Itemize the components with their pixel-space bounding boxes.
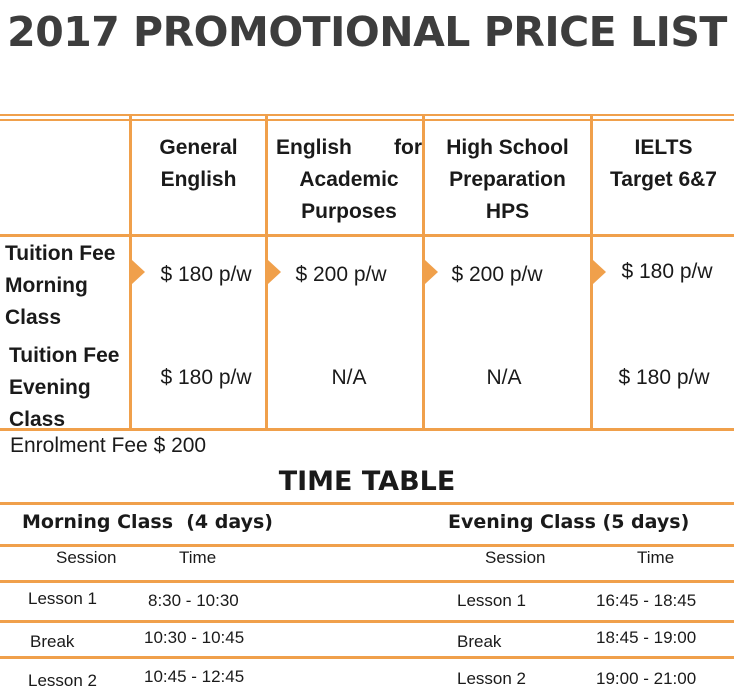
price-cell: $ 200 p/w <box>295 263 387 286</box>
row-label-morning: Tuition Fee Morning Class <box>5 242 116 329</box>
column-header-eap: English for Academic Purposes <box>276 136 422 223</box>
table-header-divider <box>0 234 734 237</box>
morning-session-header: Session <box>56 548 117 567</box>
timetable-title: TIME TABLE <box>278 466 456 497</box>
price-cell: $ 200 p/w <box>451 263 543 286</box>
evening-session: Lesson 2 <box>457 669 526 688</box>
table-top-border <box>0 114 734 116</box>
timetable-divider <box>0 656 734 659</box>
price-cell: N/A <box>331 366 367 389</box>
evening-time-header: Time <box>637 548 675 567</box>
timetable-top-border <box>0 502 734 505</box>
column-header-general-english: General English <box>159 136 238 191</box>
evening-time: 18:45 - 19:00 <box>596 628 697 647</box>
column-header-hps: High School Preparation HPS <box>446 136 569 223</box>
morning-session: Break <box>30 632 75 651</box>
timetable-divider <box>0 620 734 623</box>
row-marker-arrow <box>593 260 606 284</box>
morning-time: 10:45 - 12:45 <box>144 667 245 686</box>
page-title: 2017 PROMOTIONAL PRICE LIST <box>7 8 727 56</box>
morning-time: 10:30 - 10:45 <box>144 628 245 647</box>
evening-time: 19:00 - 21:00 <box>596 669 697 688</box>
evening-time: 16:45 - 18:45 <box>596 591 697 610</box>
evening-class-heading: Evening Class (5 days) <box>448 511 690 533</box>
price-cell: $ 180 p/w <box>618 366 710 389</box>
price-cell: $ 180 p/w <box>160 263 252 286</box>
evening-session: Lesson 1 <box>457 591 526 610</box>
morning-time-header: Time <box>179 548 217 567</box>
table-top-border-inner <box>0 119 734 121</box>
morning-time: 8:30 - 10:30 <box>148 591 239 610</box>
morning-session: Lesson 1 <box>28 589 97 608</box>
column-header-ielts: IELTS Target 6&7 <box>610 136 717 191</box>
row-marker-arrow <box>132 260 145 284</box>
timetable-divider <box>0 544 734 547</box>
evening-session: Break <box>457 632 502 651</box>
price-cell: $ 180 p/w <box>621 260 713 283</box>
morning-class-heading: Morning Class (4 days) <box>22 511 273 533</box>
price-cell: N/A <box>486 366 522 389</box>
row-label-evening: Tuition Fee Evening Class <box>9 344 120 431</box>
evening-session-header: Session <box>485 548 546 567</box>
price-cell: $ 180 p/w <box>160 366 252 389</box>
timetable-divider <box>0 580 734 583</box>
enrolment-fee: Enrolment Fee $ 200 <box>10 434 207 457</box>
morning-session: Lesson 2 <box>28 671 97 690</box>
